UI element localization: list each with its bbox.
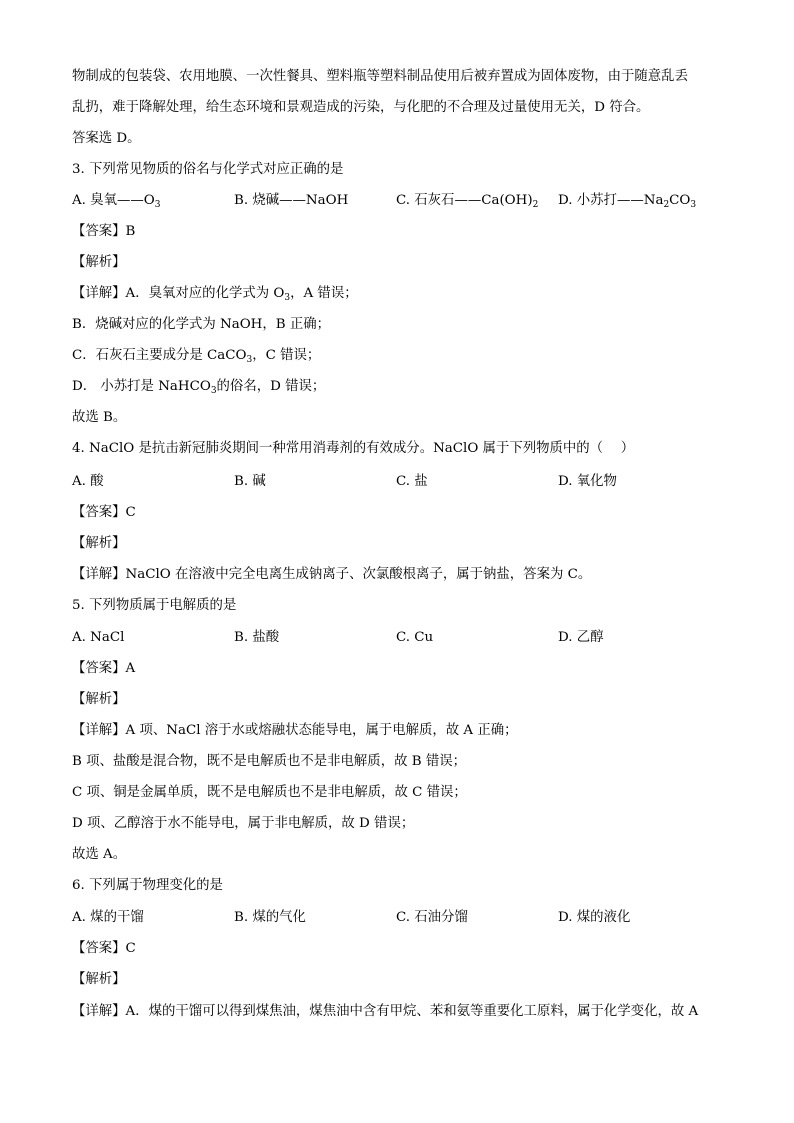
q6-detail-a: 【详解】A．煤的干馏可以得到煤焦油，煤焦油中含有甲烷、苯和氨等重要化工原料，属于化学变化，故 A [72, 1004, 699, 1019]
q6-option-d: D. 煤的液化 [558, 910, 631, 925]
q6-option-b: B. 煤的气化 [234, 910, 306, 925]
q3-conclusion: 故选 B。 [72, 410, 127, 425]
q4-option-b: B. 碱 [234, 474, 266, 489]
q6-option-c: C. 石油分馏 [396, 910, 468, 925]
q5-detail-d: D 项、乙醇溶于水不能导电，属于非电解质，故 D 错误； [72, 816, 415, 831]
q3-detail-b: B．烧碱对应的化学式为 NaOH，B 正确； [72, 317, 331, 332]
q3-option-a: A. 臭氧$——O_3$ [72, 193, 161, 210]
q4-option-d: D. 氧化物 [558, 474, 617, 489]
q5-option-d: D. 乙醇 [558, 630, 604, 645]
q5-detail-b: B 项、盐酸是混合物，既不是电解质也不是非电解质，故 B 错误； [72, 754, 466, 769]
q6-stem: 6. 下列属于物理变化的是 [72, 878, 223, 893]
intro-answer: 答案选 D。 [72, 131, 141, 146]
q6-option-a: A. 煤的干馏 [72, 910, 144, 925]
q3-answer: 【答案】B [72, 224, 136, 239]
q6-analysis-heading: 【解析】 [72, 972, 126, 987]
q6-answer: 【答案】C [72, 941, 136, 956]
q3-option-b: B. 烧碱——NaOH [234, 193, 349, 208]
q4-stem: 4. NaClO 是抗击新冠肺炎期间一种常用消毒剂的有效成分。NaClO 属于下列物质中的（ ） [72, 441, 635, 456]
q3-option-c: C. 石灰石$——Ca(OH)_2$ [396, 193, 539, 210]
q5-option-b: B. 盐酸 [234, 630, 280, 645]
q5-detail-c: C 项、铜是金属单质，既不是电解质也不是非电解质，故 C 错误； [72, 785, 467, 800]
q5-option-a: A. NaCl [72, 630, 125, 645]
q4-analysis-heading: 【解析】 [72, 536, 126, 551]
q3-analysis-heading: 【解析】 [72, 255, 126, 270]
q5-answer: 【答案】A [72, 661, 136, 676]
q4-answer: 【答案】C [72, 505, 136, 520]
intro-line-2: 乱扔，难于降解处理，给生态环境和景观造成的污染，与化肥的不合理及过量使用无关，D 符合。 [72, 100, 650, 115]
q3-detail-d: D． 小苏打是 NaHCO$_3$的俗名，D 错误； [72, 379, 326, 396]
q4-option-a: A. 酸 [72, 474, 104, 489]
q4-option-c: C. 盐 [396, 474, 428, 489]
q3-stem: 3. 下列常见物质的俗名与化学式对应正确的是 [72, 162, 344, 177]
q4-detail: 【详解】NaClO 在溶液中完全电离生成钠离子、次氯酸根离子，属于钠盐，答案为 C。 [72, 567, 592, 582]
q3-detail-a: 【详解】A．臭氧对应的化学式为 $O_3$，A 错误； [72, 286, 358, 303]
q5-conclusion: 故选 A。 [72, 847, 127, 862]
q5-analysis-heading: 【解析】 [72, 692, 126, 707]
q3-detail-c: C．石灰石主要成分是 CaCO$_3$，C 错误； [72, 348, 321, 365]
q5-option-c: C. Cu [396, 630, 434, 645]
q5-stem: 5. 下列物质属于电解质的是 [72, 598, 237, 613]
q3-option-d: D. 小苏打$——Na_2CO_3$ [558, 193, 697, 210]
q5-detail-a: 【详解】A 项、NaCl 溶于水或熔融状态能导电，属于电解质，故 A 正确； [72, 723, 518, 738]
intro-line-1: 物制成的包装袋、农用地膜、一次性餐具、塑料瓶等塑料制品使用后被弃置成为固体废物，由于随意乱丢 [72, 69, 688, 84]
